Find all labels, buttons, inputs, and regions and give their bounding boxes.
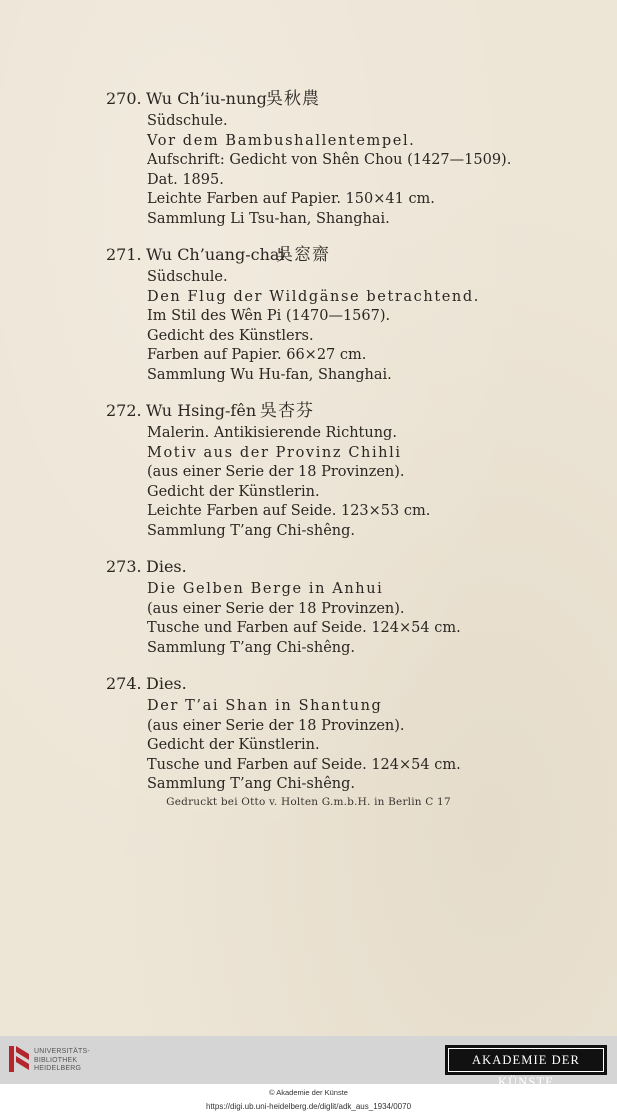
entry-line: Leichte Farben auf Papier. 150×41 cm. bbox=[147, 191, 435, 207]
artist-name: Wu Hsing-fên bbox=[146, 401, 257, 420]
entry-line: Sammlung Li Tsu-han, Shanghai. bbox=[147, 210, 390, 227]
entry-number: 271. bbox=[106, 245, 142, 264]
entry-heading bbox=[0, 86, 617, 112]
entry-line: Tusche und Farben auf Seide. 124×54 cm. bbox=[147, 620, 461, 636]
entry-heading bbox=[0, 398, 617, 424]
entry-line: (aus einer Serie der 18 Provinzen). bbox=[147, 600, 405, 617]
artist-name: Dies. bbox=[146, 557, 187, 576]
entry-number: 272. bbox=[106, 401, 142, 420]
catalog-entry bbox=[0, 398, 617, 541]
catalog-entry bbox=[0, 671, 617, 795]
artist-name: Dies. bbox=[146, 674, 187, 693]
entry-line: Gedicht der Künstlerin. bbox=[147, 737, 320, 753]
catalog-entries bbox=[0, 86, 617, 808]
entry-line: Südschule. bbox=[147, 269, 228, 285]
entry-line: Sammlung Wu Hu-fan, Shanghai. bbox=[147, 366, 392, 383]
entry-heading bbox=[0, 242, 617, 268]
entry-line: (aus einer Serie der 18 Provinzen). bbox=[147, 717, 405, 734]
entry-line: Aufschrift: Gedicht von Shên Chou (1427—1509). bbox=[147, 152, 512, 168]
entry-line: Malerin. Antikisierende Richtung. bbox=[147, 425, 397, 441]
artwork-title: Vor dem Bambushallentempel. bbox=[147, 132, 416, 149]
entry-line: Sammlung T’ang Chi-shêng. bbox=[147, 639, 355, 656]
entry-line: Sammlung T’ang Chi-shêng. bbox=[147, 522, 355, 539]
entry-heading bbox=[0, 554, 617, 580]
artist-chinese-name: 吳秋農 bbox=[266, 89, 320, 109]
artwork-title: Motiv aus der Provinz Chihli bbox=[147, 444, 402, 461]
catalog-entry bbox=[0, 86, 617, 229]
artwork-title: Der T’ai Shan in Shantung bbox=[147, 698, 383, 714]
entry-number: 273. bbox=[106, 557, 142, 576]
catalog-entry bbox=[0, 554, 617, 658]
artwork-title: Den Flug der Wildgänse betrachtend. bbox=[147, 288, 480, 305]
artwork-title: Die Gelben Berge in Anhui bbox=[147, 581, 384, 597]
permalink-url[interactable]: https://digi.ub.uni-heidelberg.de/diglit/adk_aus_1934/0070 bbox=[205, 1102, 412, 1111]
entry-line: Leichte Farben auf Seide. 123×53 cm. bbox=[147, 503, 431, 519]
entry-number: 270. bbox=[106, 89, 142, 108]
library-name-line: HEIDELBERG bbox=[34, 1065, 82, 1072]
artist-name: Wu Ch’uang-chai bbox=[146, 245, 285, 264]
copyright-notice: © Akademie der Künste bbox=[269, 1088, 348, 1097]
artist-name: Wu Ch’iu-nung bbox=[146, 89, 267, 108]
entry-line: Farben auf Papier. 66×27 cm. bbox=[147, 347, 367, 363]
viewer-footer bbox=[0, 1036, 617, 1089]
entry-line: Sammlung T’ang Chi-shêng. bbox=[147, 776, 355, 792]
university-library-logo-icon[interactable] bbox=[8, 1044, 30, 1074]
entry-heading bbox=[0, 671, 617, 697]
entry-line: Südschule. bbox=[147, 113, 228, 129]
entry-line: Gedicht der Künstlerin. bbox=[147, 483, 320, 500]
entry-line: Im Stil des Wên Pi (1470—1567). bbox=[147, 308, 391, 324]
printer-imprint: Gedruckt bei Otto v. Holten G.m.b.H. in Berlin C 17 bbox=[166, 796, 451, 808]
entry-line: Dat. 1895. bbox=[147, 171, 224, 188]
badge-label: AKADEMIE DER KÜNSTE bbox=[448, 1048, 604, 1072]
entry-line: (aus einer Serie der 18 Provinzen). bbox=[147, 464, 405, 480]
library-name-line: UNIVERSITÄTS- bbox=[34, 1048, 90, 1055]
artist-chinese-name: 吳杏芬 bbox=[260, 401, 314, 421]
akademie-der-kuenste-badge[interactable] bbox=[445, 1045, 607, 1089]
entry-line: Gedicht des Künstlers. bbox=[147, 327, 314, 344]
university-library-name[interactable] bbox=[34, 1048, 90, 1074]
entry-line: Tusche und Farben auf Seide. 124×54 cm. bbox=[147, 756, 461, 773]
artist-chinese-name: 吳窓齋 bbox=[276, 245, 330, 265]
catalog-entry bbox=[0, 242, 617, 385]
entry-number: 274. bbox=[106, 674, 142, 693]
library-name-line: BIBLIOTHEK bbox=[34, 1056, 78, 1064]
